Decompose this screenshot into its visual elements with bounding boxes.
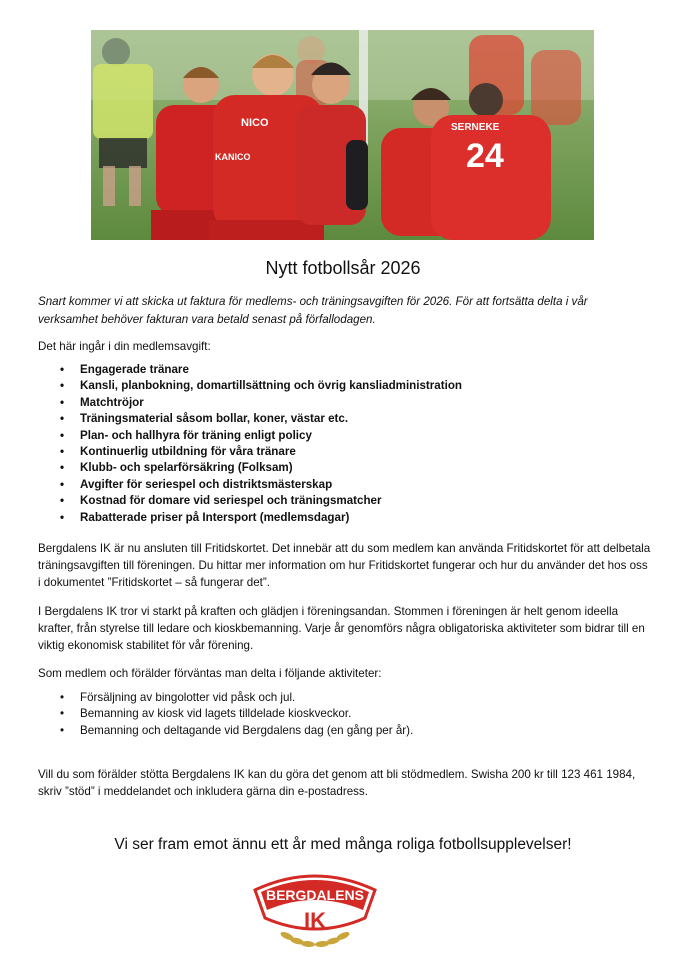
- list-item: • Bemanning och deltagande vid Bergdalens dag (en gång per år).: [60, 723, 414, 737]
- activities-heading: Som medlem och förälder förväntas man delta i följande aktiviteter:: [38, 667, 382, 680]
- list-item: • Klubb- och spelarförsäkring (Folksam): [60, 461, 293, 475]
- page-title: Nytt fotbollsår 2026: [265, 258, 421, 278]
- club-logo: [247, 870, 383, 950]
- shirt-sponsor: KANICO: [215, 152, 251, 162]
- shirt-number: 24: [466, 137, 504, 175]
- list-item: • Försäljning av bingolotter vid påsk och jul.: [60, 691, 296, 704]
- list-item: • Bemanning av kiosk vid lagets tilldelade kioskveckor.: [60, 707, 352, 721]
- team-photo: [91, 30, 594, 240]
- fritidskortet-paragraph: Bergdalens IK är nu ansluten till Fritidskortet. Det innebär att du som medlem kan använda Fritidskortet för att delbetala träningsavgiften till föreningen. Du hittar mer information om hur Fritidskortet fungerar och hur du använder det hos oss i dokumentet ”Fritidskortet – så fungerar det”.: [38, 542, 651, 589]
- list-item: • Kansli, planbokning, domartillsättning och övrig kansliadministration: [60, 379, 462, 393]
- list-item: • Engagerade tränare: [60, 363, 189, 376]
- list-item: • Träningsmaterial såsom bollar, koner, västar etc.: [60, 412, 349, 426]
- ideal-paragraph: I Bergdalens IK tror vi starkt på kraften och glädjen i föreningsandan. Stommen i föreningen är helt genom ideella krafter, från styrelse till ledare och kioskbemanning. Varje år genomförs några obligatoriska aktiviteter som bidrar till en viktig ekonomisk stabilitet för vår förening.: [38, 605, 645, 652]
- list-item: • Rabatterade priser på Intersport (medlemsdagar): [60, 510, 350, 524]
- list-item: • Plan- och hallhyra för träning enligt policy: [60, 428, 312, 442]
- list-item: • Matchtröjor: [60, 395, 144, 409]
- logo-bottom-text: IK: [304, 908, 326, 933]
- included-list: [38, 362, 462, 526]
- list-item: • Avgifter för seriespel och distriktsmästerskap: [60, 477, 333, 491]
- activities-list: [38, 690, 413, 739]
- shirt-name-nico: NICO: [241, 117, 269, 129]
- intro-paragraph: Snart kommer vi att skicka ut faktura för medlems- och träningsavgiften för 2026. För att fortsätta delta i vår verksamhet behöver fakturan vara betald senast på förfallodagen.: [38, 295, 588, 326]
- shirt-name-serneke: SERNEKE: [451, 122, 500, 133]
- closing-line: Vi ser fram emot ännu ett år med många roliga fotbollsupplevelser!: [114, 836, 572, 853]
- list-item: • Kostnad för domare vid seriespel och träningsmatcher: [60, 494, 382, 508]
- included-heading: Det här ingår i din medlemsavgift:: [38, 340, 211, 353]
- list-item: • Kontinuerlig utbildning för våra tränare: [60, 444, 296, 458]
- support-paragraph: Vill du som förälder stötta Bergdalens IK kan du göra det genom att bli stödmedlem. Swisha 200 kr till 123 461 1984, skriv ”stöd” i meddelandet och inkludera gärna din e-postadress.: [38, 768, 636, 798]
- logo-top-text: BERGDALENS: [265, 887, 365, 903]
